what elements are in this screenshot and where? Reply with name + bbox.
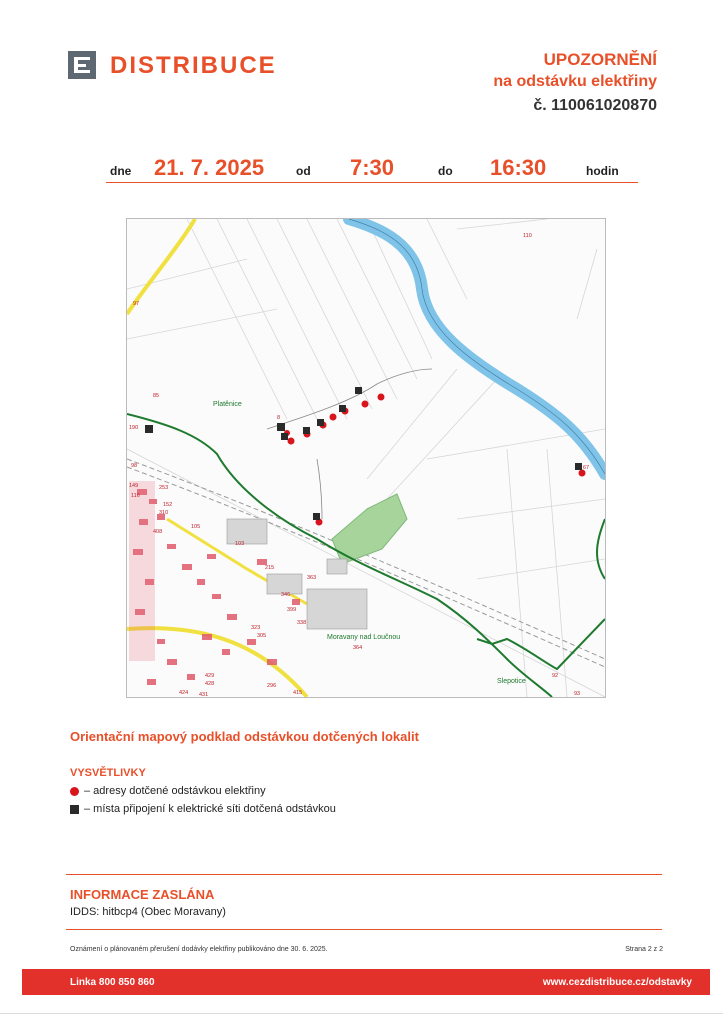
notice-number: č. 110061020870: [533, 97, 657, 114]
divider-bottom: [66, 929, 662, 930]
num-363: 363: [307, 575, 317, 581]
num-424: 424: [179, 690, 189, 696]
num-305: 305: [257, 633, 267, 639]
boundary-east: [597, 519, 605, 579]
num-110: 110: [523, 233, 532, 239]
page-number: Strana 2 z 2: [625, 946, 663, 953]
from-time: 7:30: [350, 155, 395, 180]
schedule-row: [106, 152, 638, 183]
place-platenice: Platěnice: [213, 401, 242, 408]
num-67: 67: [583, 465, 590, 471]
num-93: 93: [574, 691, 581, 697]
hours-label: hodin: [586, 164, 619, 178]
legend-title: VYSVĚTLIVKY: [70, 767, 146, 779]
page-edge: [0, 1013, 723, 1014]
num-253: 253: [159, 485, 169, 491]
num-152: 152: [163, 502, 173, 508]
num-105: 105: [191, 524, 201, 530]
boundary-south: [477, 619, 605, 669]
notice-subtitle: na odstávku elektřiny: [493, 73, 657, 90]
divider-top: [66, 874, 662, 875]
outage-date: 21. 7. 2025: [154, 155, 265, 180]
lane-platenice: [267, 369, 432, 429]
to-label: do: [438, 164, 453, 178]
num-215: 215: [265, 565, 275, 571]
outage-map: [126, 218, 606, 698]
num-364: 364: [353, 645, 363, 651]
num-338: 338: [297, 620, 307, 626]
num-431: 431: [199, 692, 209, 697]
num-323: 323: [251, 625, 261, 631]
hotline: Linka 800 850 860: [70, 977, 155, 988]
from-label: od: [296, 164, 311, 178]
black-square-icon: [70, 805, 79, 814]
num-103: 103: [235, 541, 245, 547]
num-310: 310: [159, 510, 169, 516]
num-429: 429: [205, 673, 215, 679]
num-346: 346: [281, 592, 291, 598]
num-98: 98: [131, 463, 138, 469]
num-190: 190: [129, 425, 139, 431]
num-408: 408: [153, 529, 163, 535]
to-time: 16:30: [490, 155, 547, 180]
num-428: 428: [205, 681, 215, 687]
red-dot-icon: [70, 787, 79, 796]
map-caption: Orientační mapový podklad odstávkou dotčených lokalit: [70, 729, 419, 744]
info-text: IDDS: hitbcp4 (Obec Moravany): [70, 906, 226, 918]
legend-item-addresses: [70, 785, 266, 797]
num-85: 85: [153, 393, 160, 399]
legend-item-connections: [70, 803, 336, 815]
website-link[interactable]: www.cezdistribuce.cz/odstavky: [542, 977, 692, 988]
date-label: dne: [110, 164, 132, 178]
legend-text-connections: – místa připojení k elektrické síti dotčená odstávkou: [84, 803, 336, 815]
num-149: 149: [129, 483, 139, 489]
legend-text-addresses: – adresy dotčené odstávkou elektřiny: [84, 785, 266, 797]
publication-note: Oznámení o plánovaném přerušení dodávky elektřiny publikováno dne 30. 6. 2025.: [70, 946, 328, 953]
affected-addresses: [284, 394, 586, 526]
num-8: 8: [277, 415, 281, 421]
brand-name: DISTRIBUCE: [110, 52, 277, 79]
lane-south: [317, 459, 322, 519]
num-92: 92: [552, 673, 559, 679]
place-slepotice: Slepotice: [497, 678, 526, 685]
num-415: 415: [293, 690, 303, 696]
num-97: 97: [133, 301, 140, 307]
cez-logo-icon: [68, 51, 96, 79]
num-116: 116: [131, 493, 140, 499]
notice-title: UPOZORNĚNÍ: [543, 50, 657, 69]
map-svg: [127, 219, 605, 697]
footer-bar: [22, 969, 710, 995]
num-399: 399: [287, 607, 297, 613]
info-title: INFORMACE ZASLÁNA: [70, 887, 215, 902]
road-north: [127, 219, 195, 314]
num-296: 296: [267, 683, 277, 689]
place-moravany: Moravany nad Loučnou: [327, 634, 401, 641]
